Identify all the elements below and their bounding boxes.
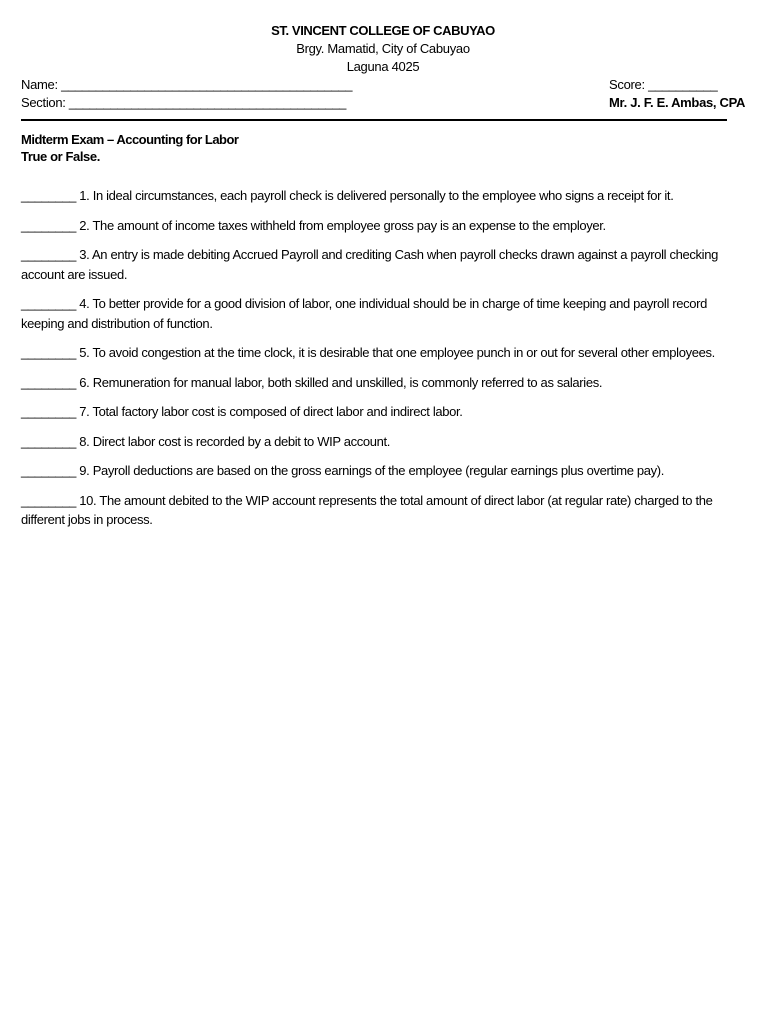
header-divider: [21, 119, 727, 121]
question-item: ________ 6. Remuneration for manual labor, both skilled and unskilled, is commonly referred to as salaries.: [21, 374, 603, 390]
name-score-row: [21, 76, 745, 94]
question-item: ________ 7. Total factory labor cost is composed of direct labor and indirect labor.: [21, 404, 463, 419]
exam-page: [21, 22, 745, 540]
school-header: [21, 22, 745, 76]
question-item: ________ 1. In ideal circumstances, each payroll check is delivered personally to the employee who signs a receipt for it.: [21, 188, 674, 203]
exam-title: Midterm Exam – Accounting for Labor: [21, 132, 239, 147]
question-item: ________ 9. Payroll deductions are based on the gross earnings of the employee (regular earnings plus overtime pay).: [21, 463, 665, 478]
name-field: Name: __________________________________________: [21, 77, 353, 92]
question-item: ________ 4. To better provide for a good division of labor, one individual should be in charge of time keeping and payroll record keeping and distribution of function.: [21, 296, 707, 331]
question-item: ________ 3. An entry is made debiting Accrued Payroll and crediting Cash when payroll checks drawn against a payroll checking account are issued.: [21, 247, 718, 282]
school-name: ST. VINCENT COLLEGE OF CABUYAO: [271, 23, 495, 38]
score-field: Score: __________: [609, 77, 718, 92]
question-item: ________ 5. To avoid congestion at the time clock, it is desirable that one employee punch in or out for several other employees.: [21, 345, 715, 360]
teacher-name: Mr. J. F. E. Ambas, CPA: [609, 95, 746, 110]
section-field: Section: ________________________________________: [21, 95, 347, 110]
question-item: ________ 8. Direct labor cost is recorded by a debit to WIP account.: [21, 433, 391, 449]
question-list: [21, 186, 745, 530]
school-address-line-1: Brgy. Mamatid, City of Cabuyao: [296, 41, 470, 56]
question-item: ________ 10. The amount debited to the WIP account represents the total amount of direct labor (at regular rate) charged to the different jobs in process.: [21, 492, 713, 527]
section-teacher-row: [21, 94, 745, 112]
question-item: ________ 2. The amount of income taxes withheld from employee gross pay is an expense to the employer.: [21, 217, 606, 233]
school-address-line-2: Laguna 4025: [346, 59, 420, 74]
exam-instruction: True or False.: [21, 149, 100, 164]
